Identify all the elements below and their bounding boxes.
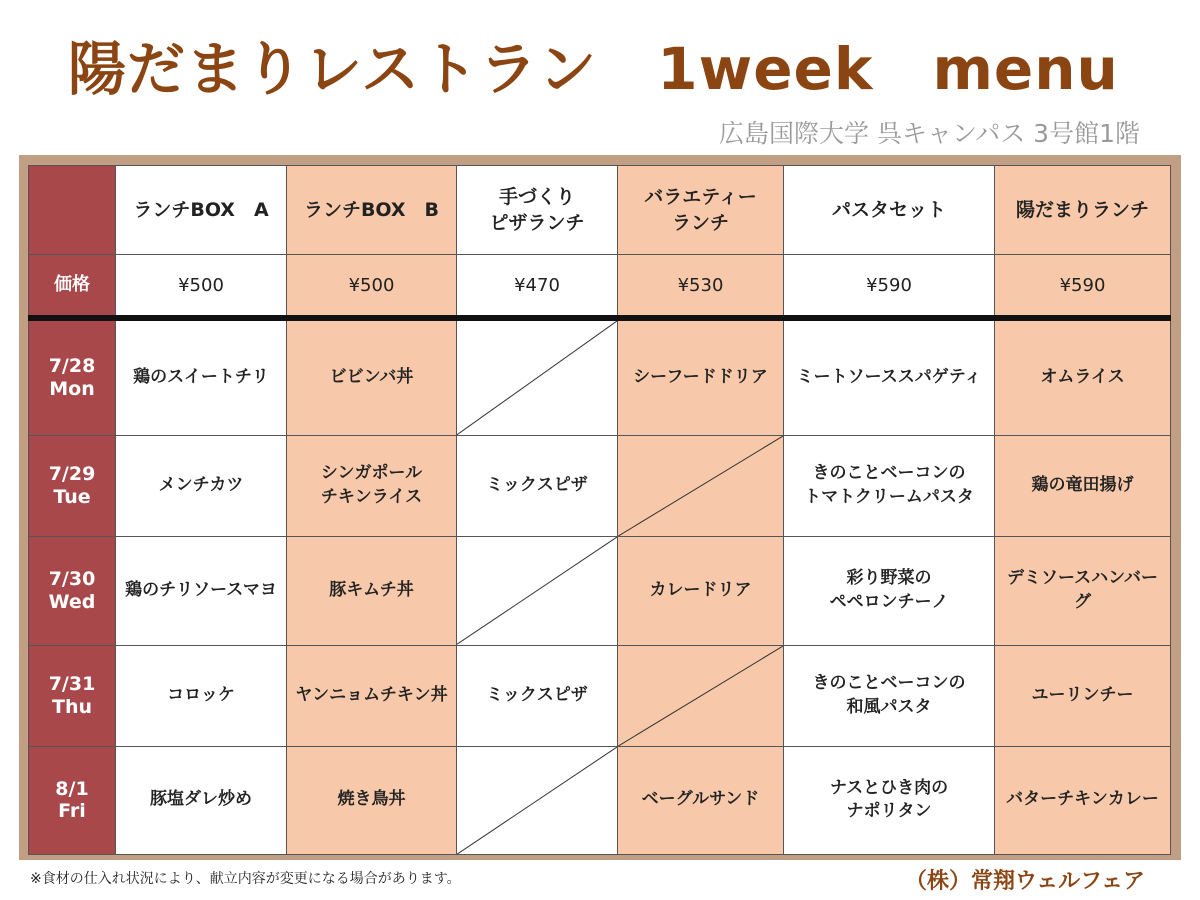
- page-title: [68, 22, 1168, 112]
- day-row: [29, 645, 1171, 746]
- day-label: 7/31 Thu: [29, 645, 116, 746]
- unavailable-cell: [618, 645, 784, 746]
- day-row: [29, 537, 1171, 645]
- location-subtitle: 広島国際大学 呉キャンパス 3号館1階: [719, 119, 1140, 148]
- unavailable-cell: [457, 746, 618, 854]
- menu-item: ミックスピザ: [457, 436, 618, 537]
- menu-item: ヤンニョムチキン丼: [287, 645, 457, 746]
- menu-item: シーフードドリア: [618, 318, 784, 435]
- menu-item: シンガポール チキンライス: [287, 436, 457, 537]
- unavailable-cell: [618, 436, 784, 537]
- header-row: [29, 166, 1171, 255]
- menu-item: 彩り野菜の ペペロンチーノ: [784, 537, 995, 645]
- price-cell: ¥500: [287, 255, 457, 319]
- slash-mark: [618, 436, 783, 536]
- footer-note: ※食材の仕入れ状況により、献立内容が変更になる場合があります。: [30, 871, 461, 887]
- menu-item: ミックスピザ: [457, 645, 618, 746]
- menu-item: メンチカツ: [116, 436, 287, 537]
- weekly-menu-table: [28, 165, 1171, 855]
- menu-item: 豚塩ダレ炒め: [116, 746, 287, 854]
- price-cell: ¥470: [457, 255, 618, 319]
- company-name: （株）常翔ウェルフェア: [904, 869, 1145, 894]
- day-label: 7/29 Tue: [29, 436, 116, 537]
- price-cell: ¥590: [784, 255, 995, 319]
- menu-item: きのことベーコンの トマトクリームパスタ: [784, 436, 995, 537]
- column-header: 手づくり ピザランチ: [457, 166, 618, 255]
- price-cell: ¥590: [995, 255, 1171, 319]
- column-header: バラエティー ランチ: [618, 166, 784, 255]
- day-label: 7/28 Mon: [29, 318, 116, 435]
- price-label: 価格: [29, 255, 116, 319]
- menu-item: ベーグルサンド: [618, 746, 784, 854]
- menu-item: カレードリア: [618, 537, 784, 645]
- menu-item: 豚キムチ丼: [287, 537, 457, 645]
- column-header: 陽だまりランチ: [995, 166, 1171, 255]
- day-row: [29, 318, 1171, 435]
- slash-mark: [618, 646, 783, 746]
- price-cell: ¥500: [116, 255, 287, 319]
- unavailable-cell: [457, 318, 618, 435]
- menu-item: バターチキンカレー: [995, 746, 1171, 854]
- price-row: [29, 255, 1171, 319]
- menu-item: 鶏のチリソースマヨ: [116, 537, 287, 645]
- corner-cell: [29, 166, 116, 255]
- title-japanese: 陽だまりレストラン: [68, 35, 598, 103]
- column-header: ランチBOX A: [116, 166, 287, 255]
- price-cell: ¥530: [618, 255, 784, 319]
- menu-item: きのことベーコンの 和風パスタ: [784, 645, 995, 746]
- day-row: [29, 746, 1171, 854]
- slash-mark: [457, 537, 617, 644]
- unavailable-cell: [457, 537, 618, 645]
- menu-item: ミートソーススパゲティ: [784, 318, 995, 435]
- day-row: [29, 436, 1171, 537]
- menu-item: 鶏のスイートチリ: [116, 318, 287, 435]
- menu-item: オムライス: [995, 318, 1171, 435]
- day-label: 7/30 Wed: [29, 537, 116, 645]
- menu-item: ユーリンチー: [995, 645, 1171, 746]
- slash-mark: [457, 747, 617, 854]
- slash-mark: [457, 321, 617, 435]
- menu-item: 鶏の竜田揚げ: [995, 436, 1171, 537]
- menu-item: コロッケ: [116, 645, 287, 746]
- menu-item: ナスとひき肉の ナポリタン: [784, 746, 995, 854]
- column-header: パスタセット: [784, 166, 995, 255]
- menu-item: 焼き鳥丼: [287, 746, 457, 854]
- day-label: 8/1 Fri: [29, 746, 116, 854]
- column-header: ランチBOX B: [287, 166, 457, 255]
- title-english: 1week menu: [657, 35, 1119, 103]
- menu-item: デミソースハンバーグ: [995, 537, 1171, 645]
- menu-item: ビビンバ丼: [287, 318, 457, 435]
